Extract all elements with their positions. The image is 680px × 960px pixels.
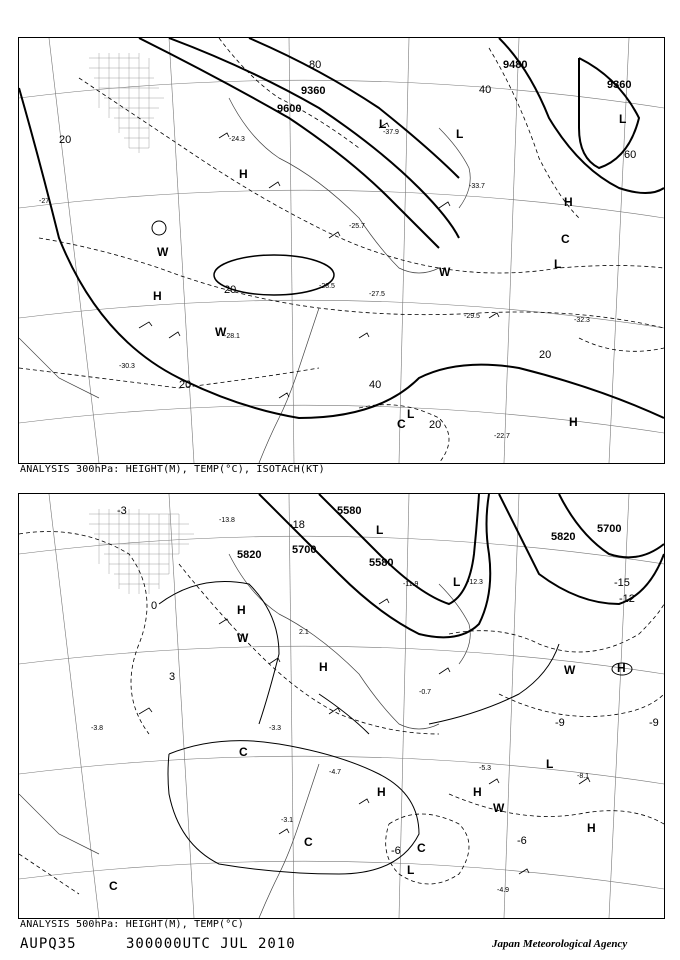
isotach-label: 20: [59, 134, 72, 146]
high-center-label: H: [319, 660, 328, 674]
temperature-value: -4.9: [497, 887, 510, 894]
low-center-label: L: [453, 575, 461, 589]
isotherm-label: -3: [117, 505, 127, 517]
temperature-value: -24.3: [229, 136, 245, 143]
cold-center-label: C: [304, 835, 313, 849]
height-contours: [259, 494, 664, 637]
cold-center-label: C: [397, 417, 406, 431]
graticule: [19, 38, 664, 463]
warm-center-label: W: [564, 663, 576, 677]
isotach-label: 60: [624, 149, 637, 161]
isotherm-label: 0: [151, 600, 158, 612]
pressure-center-group: [109, 523, 626, 893]
high-center-label: H: [617, 661, 626, 675]
height-label: 5700: [292, 544, 317, 556]
isotherm-label: 3: [169, 671, 176, 683]
temperature-value: -0.7: [419, 689, 432, 696]
height-label: 5580: [337, 505, 362, 517]
isotherm-label: -6: [391, 845, 401, 857]
temperature-plot-group: [39, 129, 590, 440]
high-center-label: H: [239, 167, 248, 181]
high-center-label: H: [587, 821, 596, 835]
height-label: 5580: [369, 557, 394, 569]
high-center-label: H: [473, 785, 482, 799]
low-center-label: L: [376, 523, 384, 537]
temperature-value: -25.7: [349, 223, 365, 230]
high-center-label: H: [377, 785, 386, 799]
isotherm-label: -9: [555, 717, 565, 729]
isotherms: [19, 38, 664, 463]
isotherm-label: -6: [517, 835, 527, 847]
isotherm-label: -9: [649, 717, 659, 729]
isotach-label: 20: [539, 349, 552, 361]
product-id: AUPQ35: [20, 936, 77, 952]
height-label-group: [237, 505, 621, 569]
height-label: 9360: [607, 79, 632, 91]
temperature-value: -22.7: [494, 433, 510, 440]
isotach-label: 40: [479, 84, 492, 96]
isotach-label: 20: [179, 379, 192, 391]
isotherm-solid: [159, 582, 559, 875]
high-center-label: H: [564, 195, 573, 209]
isotherms: [19, 532, 664, 895]
isotherm-label: -18: [289, 519, 305, 531]
cold-center-label: C: [239, 745, 248, 759]
temperature-value: -3.8: [91, 725, 104, 732]
height-label: 5820: [551, 531, 576, 543]
warm-center-label: W: [215, 325, 227, 339]
temperature-plot-group: [91, 517, 589, 894]
height-label: 9600: [277, 103, 302, 115]
moist-area: [89, 53, 164, 153]
high-center-label: H: [569, 415, 578, 429]
low-center-label: L: [407, 407, 415, 421]
temperature-value: -3.1: [281, 817, 294, 824]
panel-caption-300hpa: ANALYSIS 300hPa: HEIGHT(M), TEMP(°C), ISOTACH(KT): [20, 464, 325, 475]
temperature-value: -28.5: [319, 283, 335, 290]
low-center-label: L: [546, 757, 554, 771]
temperature-value: -29.5: [464, 313, 480, 320]
isotherm-label: -12: [619, 593, 635, 605]
low-center-label: L: [456, 127, 464, 141]
temperature-value: -13.8: [219, 517, 235, 524]
warm-center-label: W: [439, 265, 451, 279]
low-center-label: L: [619, 112, 627, 126]
temperature-value: -37.9: [383, 129, 399, 136]
temperature-value: -30.3: [119, 363, 135, 370]
temperature-value: -3.3: [269, 725, 282, 732]
chart-300hpa: [18, 37, 665, 464]
isotach-label: 40: [369, 379, 382, 391]
valid-time: 300000UTC JUL 2010: [126, 936, 296, 952]
temperature-value: -33.7: [469, 183, 485, 190]
isotach-label: 20: [429, 419, 442, 431]
map-300hpa: [19, 38, 664, 463]
height-label: 5820: [237, 549, 262, 561]
high-center-label: H: [237, 603, 246, 617]
temperature-value: -8.1: [577, 773, 590, 780]
warm-center-label: W: [237, 631, 249, 645]
temperature-value: -28.1: [224, 333, 240, 340]
temperature-value: -27: [39, 198, 50, 205]
cold-center-label: C: [417, 841, 426, 855]
temperature-value: -27.5: [369, 291, 385, 298]
cold-center-label: C: [109, 879, 118, 893]
low-center-label: L: [379, 117, 387, 131]
isotach-label: 80: [309, 59, 322, 71]
temperature-value: -5.3: [479, 765, 492, 772]
isotherm-label: -15: [614, 577, 630, 589]
chart-500hpa: [18, 493, 665, 919]
graticule: [19, 494, 664, 918]
temperature-value: -32.3: [574, 317, 590, 324]
low-center-label: L: [554, 257, 562, 271]
temperature-value: -4.7: [329, 769, 342, 776]
temperature-value: 2.1: [299, 629, 309, 636]
wind-barbs: [139, 599, 590, 874]
map-500hpa: [19, 494, 664, 918]
agency-credit: Japan Meteorological Agency: [492, 938, 628, 950]
coastline: [19, 98, 470, 463]
isotach-label: 20: [224, 284, 237, 296]
panel-caption-500hpa: ANALYSIS 500hPa: HEIGHT(M), TEMP(°C): [20, 919, 244, 930]
height-label: 9480: [503, 59, 528, 71]
low-circle-marker: [152, 221, 166, 235]
warm-center-label: W: [493, 801, 505, 815]
temperature-value: -12.3: [467, 579, 483, 586]
warm-center-label: W: [157, 245, 169, 259]
height-label: 5700: [597, 523, 622, 535]
cold-center-label: C: [561, 232, 570, 246]
moist-area: [89, 509, 194, 594]
high-center-label: H: [153, 289, 162, 303]
low-center-label: L: [407, 863, 415, 877]
temperature-value: -11.9: [403, 581, 419, 588]
height-label: 9360: [301, 85, 326, 97]
